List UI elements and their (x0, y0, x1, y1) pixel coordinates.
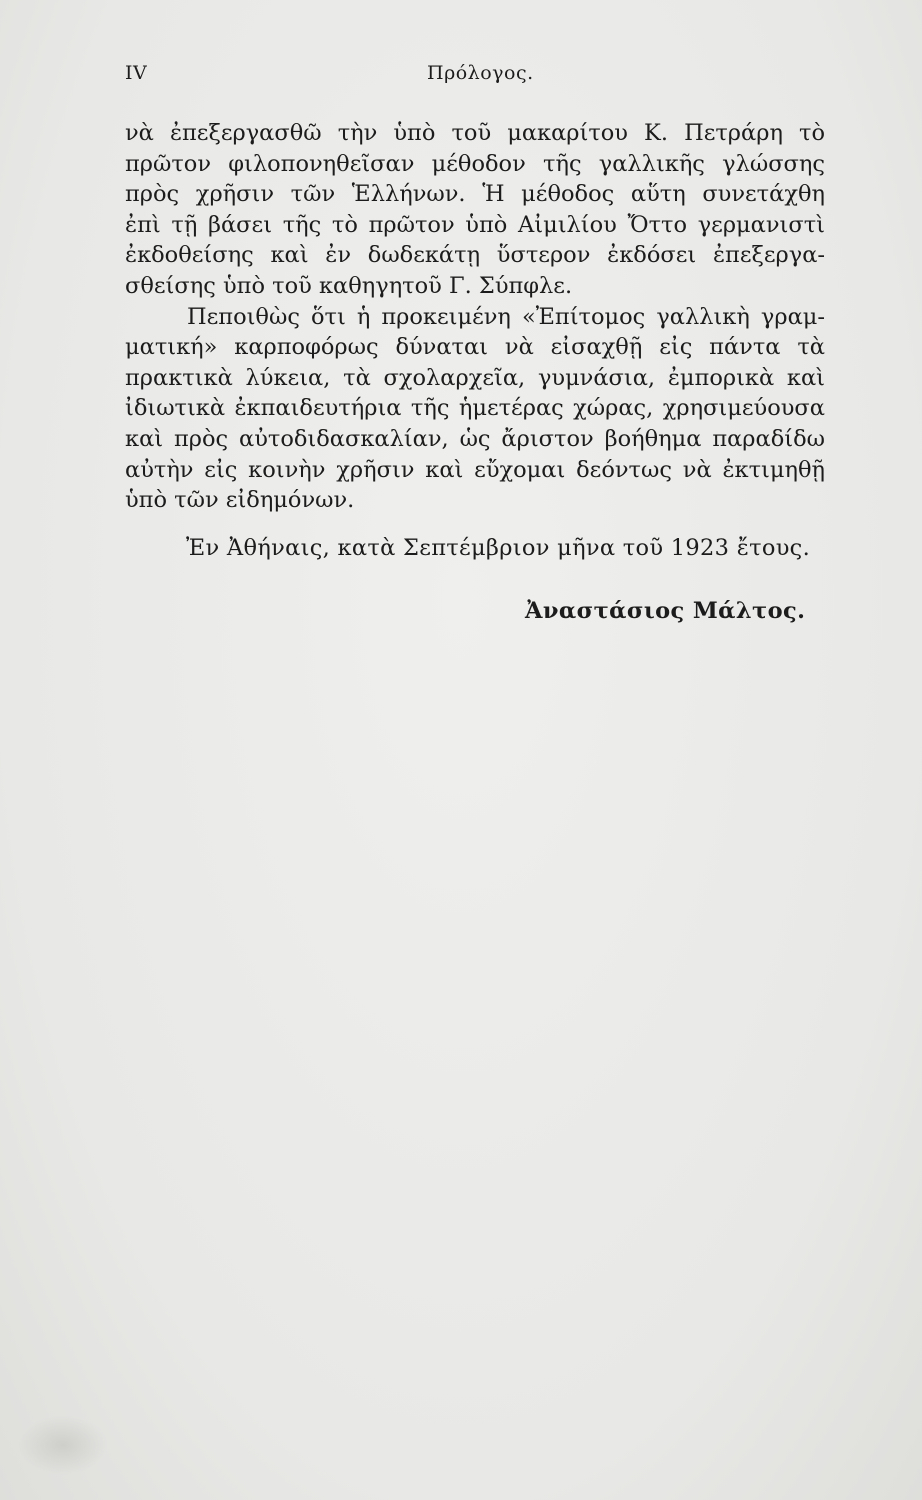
paragraph-2 (125, 302, 825, 516)
text-line: νὰ ἐπεξεργασθῶ τὴν ὑπὸ τοῦ μακαρίτου Κ. Πετράρη τὸ (125, 120, 825, 146)
running-title: Πρόλογος. (427, 62, 534, 84)
text-line: ἐκδοθείσης καὶ ἐν δωδεκάτῃ ὕστερον ἐκδόσει ἐπεξεργα- (125, 242, 825, 269)
text-line: ὑπὸ τῶν εἰδημόνων. (125, 487, 355, 514)
text-line: ἐπὶ τῇ βάσει τῆς τὸ πρῶτον ὑπὸ Αἰμιλίου Ὄττο γερμανιστὶ (125, 211, 825, 238)
page-number: IV (125, 62, 148, 84)
dateline: Ἐν Ἀθήναις, κατὰ Σεπτέμβριον μῆνα τοῦ 1923 ἔτους. (186, 535, 811, 561)
text-line: αὐτὴν εἰς κοινὴν χρῆσιν καὶ εὔχομαι δεόντως νὰ ἐκτιμηθῇ (125, 456, 825, 483)
running-head (125, 62, 825, 92)
text-line: πρακτικὰ λύκεια, τὰ σχολαρχεῖα, γυμνάσια, ἐμπορικὰ καὶ (125, 364, 825, 391)
body-text (125, 118, 825, 516)
paragraph-1 (125, 118, 825, 302)
author-signature: Ἀναστάσιος Μάλτος. (525, 598, 806, 624)
text-line: ματική» καρποφόρως δύναται νὰ εἰσαχθῇ εἰς πάντα τὰ (125, 334, 825, 361)
paper-stain (18, 1415, 108, 1475)
text-line: σθείσης ὑπὸ τοῦ καθηγητοῦ Γ. Σύπφλε. (125, 272, 573, 299)
text-line: Πεποιθὼς ὅτι ἡ προκειμένη «Ἐπίτομος γαλλικὴ γραμ- (187, 303, 825, 330)
text-line: πρὸς χρῆσιν τῶν Ἑλλήνων. Ἡ μέθοδος αὕτη συνετάχθη (125, 181, 825, 208)
text-line: πρῶτον φιλοπονηθεῖσαν μέθοδον τῆς γαλλικῆς γλώσσης (125, 150, 825, 177)
text-line: ἰδιωτικὰ ἐκπαιδευτήρια τῆς ἡμετέρας χώρας, χρησιμεύουσα (125, 395, 825, 422)
text-line: καὶ πρὸς αὐτοδιδασκαλίαν, ὡς ἄριστον βοήθημα παραδίδω (125, 425, 825, 452)
